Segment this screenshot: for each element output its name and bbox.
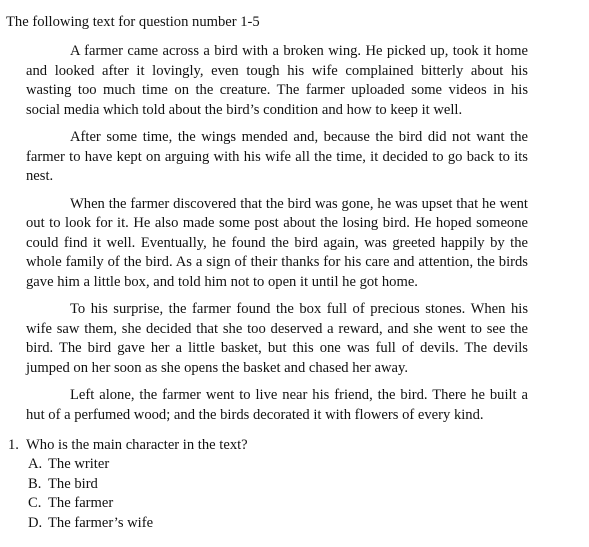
option-letter: D.: [28, 514, 43, 531]
option-text: The farmer’s wife: [48, 514, 154, 531]
option-b[interactable]: [28, 475, 568, 495]
question-number: 1.: [8, 437, 19, 453]
passage-paragraph-5: Left alone, the farmer went to live near his friend, the bird. There he built a hut of a perfumed wood; and the birds decorated it with flowers of every kind.: [26, 387, 528, 423]
passage-paragraph-2: After some time, the wings mended and, because the bird did not want the farmer to have kept on arguing with his wife all the time, it decided to go back to its nest.: [26, 129, 528, 184]
question-stem: [8, 436, 568, 455]
reading-passage: [26, 42, 528, 433]
option-text: The writer: [48, 456, 110, 472]
section-heading: The following text for question number 1-5: [6, 14, 260, 30]
question-text: Who is the main character in the text?: [26, 437, 248, 453]
passage-paragraph-1: A farmer came across a bird with a broken wing. He picked up, took it home and looked after it lovingly, even tough his wife complained bitterly about his wasting too much time on the creature. The farmer uploaded some videos in his social media which told about the bird’s condition and how to keep it well.: [26, 43, 528, 118]
option-letter: B.: [28, 475, 42, 492]
question-1: [8, 436, 568, 533]
option-a[interactable]: [28, 455, 568, 475]
option-c[interactable]: [28, 494, 568, 514]
passage-paragraph-4: To his surprise, the farmer found the box full of precious stones. When his wife saw them, she decided that she too deserved a reward, and she went to see the bird. The bird gave her a little basket, but this one was full of devils. The devils jumped on her soon as she opens the basket and chased her away.: [26, 301, 528, 376]
option-text: The bird: [48, 475, 98, 492]
option-d[interactable]: [28, 514, 568, 534]
option-letter: A.: [28, 456, 43, 472]
passage-paragraph-3: When the farmer discovered that the bird was gone, he was upset that he went out to look for it. He also made some post about the losing bird. He hoped someone could find it well. Eventually, he found the bird again, was greeted happily by the whole family of the bird. As a sign of their thanks for his care and attention, the birds gave him a little box, and told him not to open it until he got home.: [26, 195, 528, 290]
option-text: The farmer: [48, 495, 114, 511]
option-letter: C.: [28, 495, 42, 511]
answer-options: [28, 455, 568, 533]
